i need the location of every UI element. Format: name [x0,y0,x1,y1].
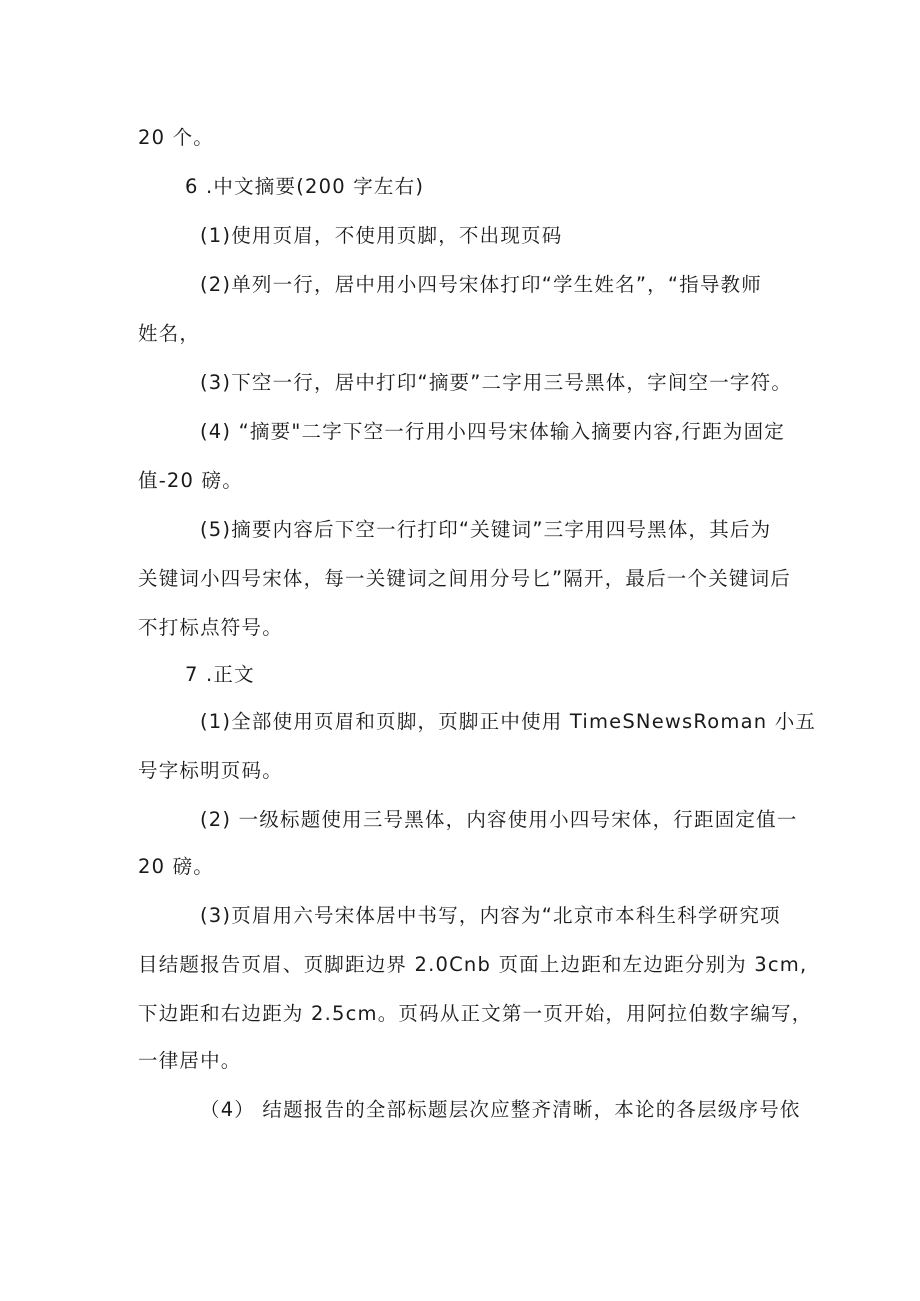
section-heading-abstract: 6 .中文摘要(200 字左右) [185,175,425,198]
text-line: 目结题报告页眉、页脚距边界 2.0Cnb 页面上边距和左边距分别为 3cm, [138,953,808,976]
text-line: (3)下空一行，居中打印“摘要”二字用三号黑体，字间空一字符。 [200,371,793,394]
text-line: 下边距和右边距为 2.5cm。页码从正文第一页开始，用阿拉伯数字编写， [138,1002,813,1025]
text-line: 关键词小四号宋体，每一关键词之间用分号匕”隔开，最后一个关键词后 [138,567,792,590]
text-line: （4） 结题报告的全部标题层次应整齐清晰，本论的各层级序号依 [200,1098,801,1121]
text-line: (1)全部使用页眉和页脚，页脚正中使用 TimeSNewsRoman 小五 [200,710,817,733]
text-line: (1)使用页眉，不使用页脚，不出现页码 [200,224,563,247]
text-line: (5)摘要内容后下空一行打印“关键词”三字用四号黑体，其后为 [200,518,772,541]
text-line: (2) 一级标题使用三号黑体，内容使用小四号宋体，行距固定值一 [200,808,798,831]
text-line: 20 个。 [138,126,215,149]
text-line: 一律居中。 [138,1049,242,1072]
text-line: (4) “摘要"二字下空一行用小四号宋体输入摘要内容,行距为固定 [200,420,785,443]
text-line: (3)页眉用六号宋体居中书写，内容为“北京市本科生科学研究项 [200,904,781,927]
text-line: 号字标明页码。 [138,759,283,782]
text-line: 姓名， [138,322,201,345]
section-heading-body: 7 .正文 [185,663,255,686]
text-line: 值-20 磅。 [138,469,243,492]
text-line: 不打标点符号。 [138,616,283,639]
text-line: (2)单列一行，居中用小四号宋体打印“学生姓名”，“指导教师 [200,273,762,296]
text-line: 20 磅。 [138,855,215,878]
